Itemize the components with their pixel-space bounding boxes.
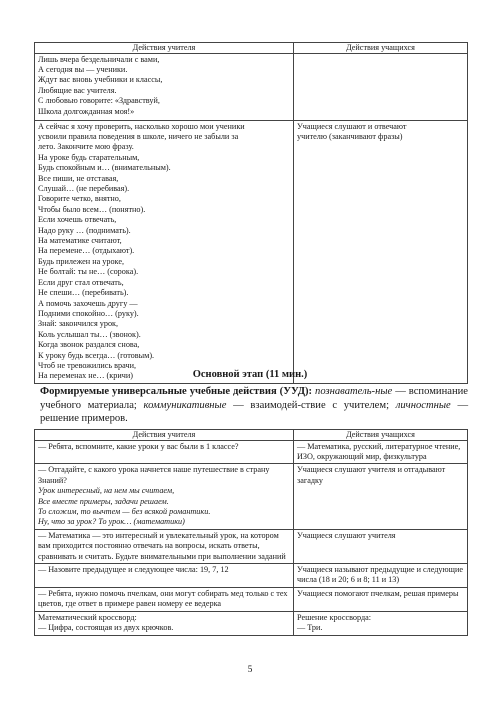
header-teacher-actions: Действия учителя	[35, 43, 294, 54]
text-line: На перемене… (отдыхают).	[38, 246, 135, 256]
text-line: На переменах не… (кричи)	[38, 371, 133, 381]
student-cell	[294, 120, 468, 383]
uud-paragraph	[40, 385, 468, 426]
table-row	[35, 587, 468, 611]
teacher-cell: — Ребята, вспомните, какие уроки у вас были в 1 классе?	[35, 440, 294, 464]
uud-communicative-label: коммуникативные	[143, 399, 227, 411]
lesson-table-intro	[34, 42, 468, 384]
table-header-row	[35, 430, 468, 441]
student-cell: Учащиеся слушают учителя	[294, 529, 468, 563]
text-line: усвоили правила поведения в школе, ничего не забыли за	[38, 132, 239, 141]
teacher-cell: — Назовите предыдущее и следующее числа: 19, 7, 12	[35, 564, 294, 588]
section-title: Основной этап (11 мин.)	[192, 369, 308, 380]
text-line: Будь прилежен на уроке,	[38, 256, 125, 266]
text-line: Если друг стал отвечать,	[38, 277, 124, 287]
text-line: Ждут вас вновь учебники и классы,	[38, 75, 163, 85]
uud-personal-label: личностные	[395, 399, 451, 411]
text-line: Будь спокойным и… (внимательным).	[38, 163, 171, 173]
header-teacher-actions: Действия учителя	[35, 430, 294, 441]
table-row	[35, 529, 468, 563]
header-student-actions: Действия учащихся	[294, 430, 468, 441]
text-line: Ну, что за урок? То урок… (математики)	[38, 517, 185, 527]
text-line: На математике считают,	[38, 236, 122, 246]
text-line: Школа долгожданная моя!»	[38, 106, 135, 116]
student-cell: Учащиеся помогают пчелкам, решая примеры	[294, 587, 468, 611]
table-row	[35, 564, 468, 588]
text-line: Чтобы было всем… (понятно).	[38, 204, 146, 214]
text-line: К уроку будь всегда… (готовым).	[38, 350, 155, 360]
text-line: Чтоб не тревожились врачи,	[38, 360, 136, 370]
uud-cognitive-label: познаватель-ные	[315, 386, 393, 397]
text-line: лето. Закончите мою фразу.	[38, 142, 134, 152]
text-line: Коль услышал ты… (звонок).	[38, 329, 141, 339]
text-line: Слушай… (не перебивая).	[38, 184, 130, 194]
text-line: Подними спокойно… (руку).	[38, 308, 139, 318]
lesson-table-main	[34, 429, 468, 636]
uud-heading: Формируемые универсальные учебные действия (УУД):	[40, 386, 313, 397]
uud-personal-text: — решение примеров.	[40, 399, 469, 425]
text-line: Урок интересный, на нем мы считаем,	[38, 486, 175, 496]
student-cell: Учащиеся называют предыдущие и следующие числа (18 и 20; 6 и 8; 11 и 13)	[294, 564, 468, 588]
text-line: Не болтай: ты не… (сорока).	[38, 267, 139, 277]
text-line: Все вместе примеры, задачи решаем.	[38, 496, 169, 506]
text-line: Когда звонок раздался снова,	[38, 340, 140, 350]
text-line: Знай: закончился урок,	[38, 319, 119, 329]
riddle-text	[38, 486, 290, 528]
text-line: А сейчас я хочу проверить, насколько хорошо мои ученики	[38, 121, 245, 131]
table-header-row	[35, 43, 468, 54]
teacher-cell	[35, 120, 294, 383]
uud-communicative-text: — взаимодей-ствие с учителем;	[233, 399, 390, 411]
header-student-actions: Действия учащихся	[294, 43, 468, 54]
table-row	[35, 464, 468, 529]
text-line: А помочь захочешь другу —	[38, 298, 138, 308]
teacher-cell	[35, 53, 294, 120]
teacher-cell: — Математика — это интересный и увлекательный урок, на котором вам приходится постоянно отвечать на вопросы, искать ответы, сравнивать и считать. Будьте внимательными при выполнении заданий	[35, 529, 294, 563]
page-number: 5	[247, 665, 253, 675]
uud-cognitive-text: — вспоминание учебного материала;	[40, 386, 468, 411]
table-row	[35, 440, 468, 464]
teacher-cell: Математический кроссворд: — Цифра, состоящая из двух крючков.	[35, 611, 294, 635]
table-row	[35, 53, 468, 120]
student-cell: — Математика, русский, литературное чтение, ИЗО, окружающий мир, физкультура	[294, 440, 468, 464]
text-line: На уроке будь старательным,	[38, 152, 140, 162]
table-row	[35, 120, 468, 383]
text-line: Учащиеся слушают и отвечают	[297, 121, 407, 131]
text-line: Надо руку … (поднимать).	[38, 225, 131, 235]
text-line: Любящие вас учителя.	[38, 85, 117, 95]
text-line: Не спеши… (перебивать).	[38, 288, 129, 298]
teacher-cell: — Ребята, нужно помочь пчелкам, они могут собирать мед только с тех цветов, где ответ в примере равен номеру ее ведерка	[35, 587, 294, 611]
student-cell	[294, 53, 468, 120]
text-line: Если хочешь отвечать,	[38, 215, 117, 225]
text-line: Все пиши, не отставая,	[38, 173, 119, 183]
text-line: учителю (заканчивают фразы)	[297, 132, 403, 141]
student-cell: Решение кроссворда: — Три.	[294, 611, 468, 635]
text-line: А сегодня вы — ученики.	[38, 65, 128, 74]
text-line: Лишь вчера бездельничали с вами,	[38, 54, 160, 64]
teacher-cell: — Отгадайте, с какого урока начнется наше путешествие в страну Знаний? Урок интересный, на нем мы считаем, Все вместе примеры, задачи решаем. То сложим, то вычтем — без всякой романтики. Ну, что за урок? То урок… (математики)	[35, 464, 294, 529]
table-row	[35, 611, 468, 635]
text-line: То сложим, то вычтем — без всякой романтики.	[38, 507, 211, 517]
student-cell: Учащиеся слушают учителя и отгадывают загадку	[294, 464, 468, 529]
text-line: Говорите четко, внятно,	[38, 194, 121, 204]
text-line: С любовью говорите: «Здравствуй,	[38, 96, 160, 106]
